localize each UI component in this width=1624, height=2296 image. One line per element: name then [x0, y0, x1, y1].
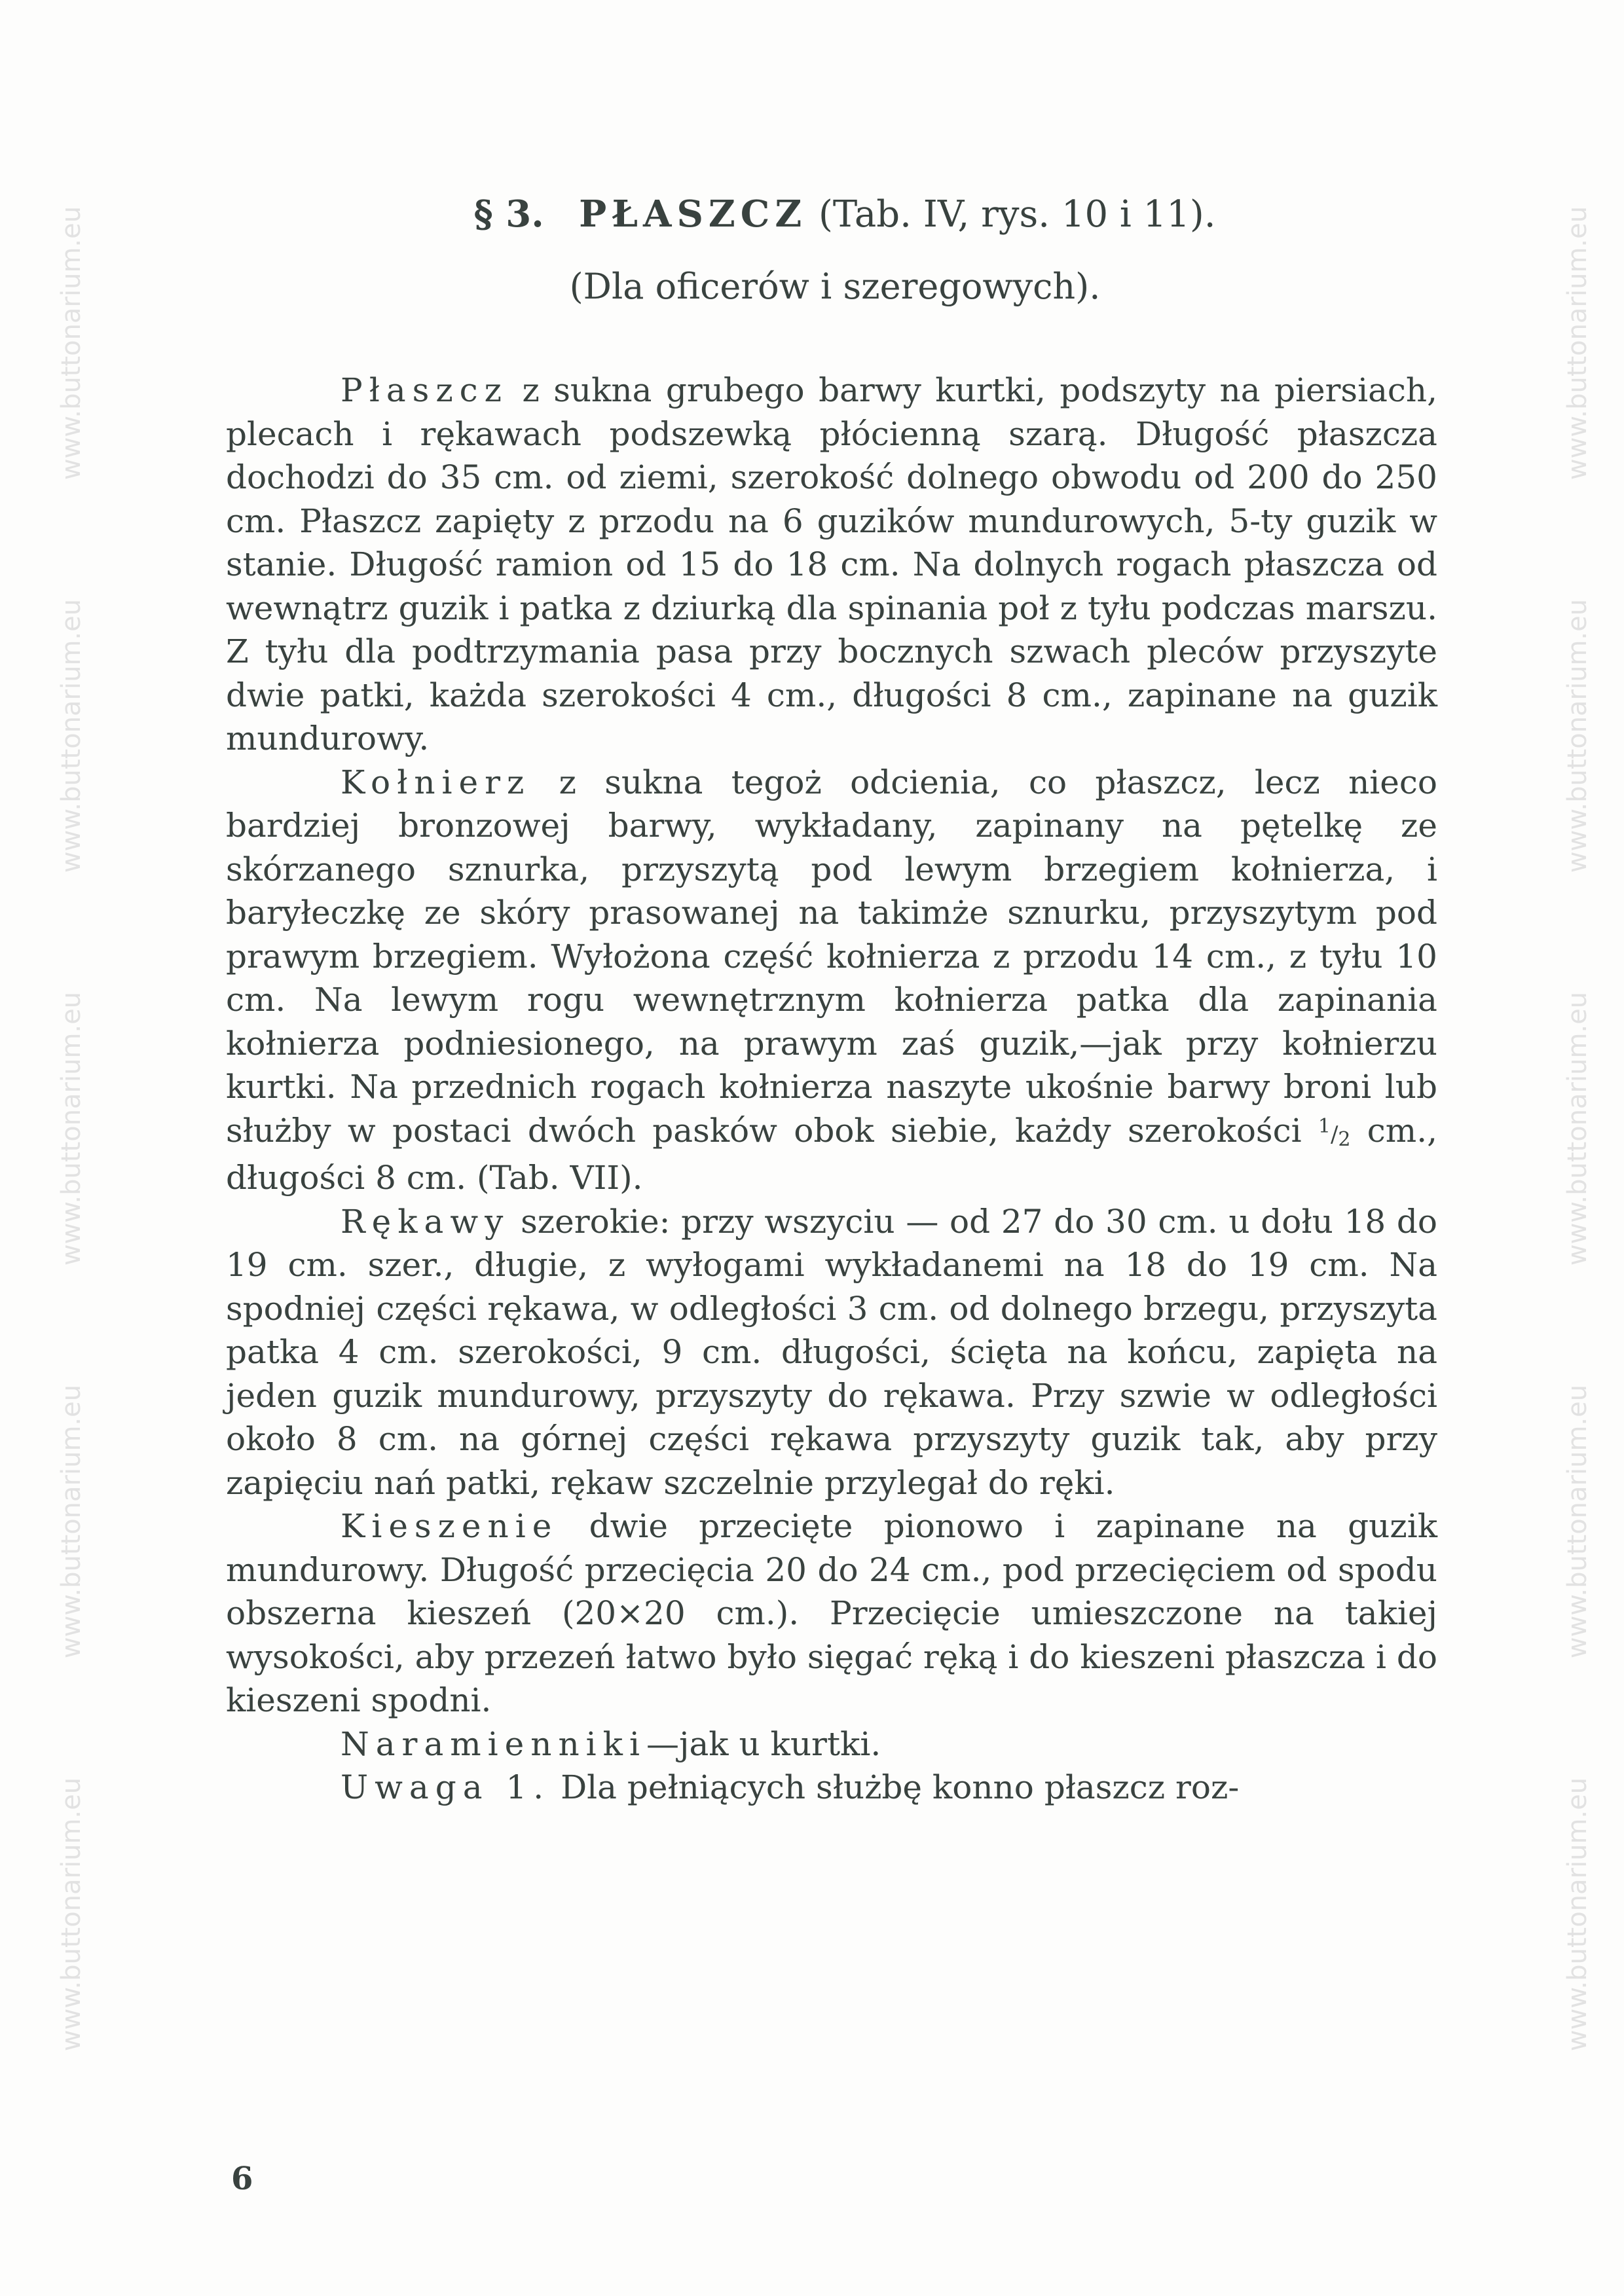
fraction-numerator: 1 — [1318, 1114, 1331, 1138]
paragraph-text: —jak u kurtki. — [646, 1724, 881, 1763]
paragraph-text: szerokie: przy wszyciu — od 27 do 30 cm. u dołu 18 do 19 cm. szer., długie, z wyłogami wykładanemi na 18 do 19 cm. Na spodniej części rękawa, w odległości 3 cm. od dolnego brzegu, przyszyta patka 4 cm. szerokości, 9 cm. długości, ścięta na końcu, zapięta na jeden guzik mundurowy, przyszyty do rękawa. Przy szwie w odległości około 8 cm. na górnej części rękawa przyszyty guzik tak, aby przy zapięciu nań patki, rękaw szczelnie przylegał do ręki. — [226, 1202, 1437, 1502]
paragraph-lead: Kieszenie — [341, 1507, 559, 1545]
paragraph-pockets — [226, 1504, 1437, 1722]
paragraph-text-tail: cm., długości 8 cm. (Tab. VII). — [226, 1111, 1437, 1197]
paragraph-note — [226, 1766, 1437, 1810]
watermark: www.buttonarium.eu — [56, 991, 87, 1266]
paragraph-coat — [226, 369, 1437, 761]
watermark: www.buttonarium.eu — [56, 206, 87, 481]
section-heading — [226, 190, 1437, 239]
section-subheading: (Dla oficerów i szeregowych). — [569, 266, 1101, 307]
section-number: § 3. — [473, 192, 544, 236]
paragraph-text: Dla pełniących służbę konno płaszcz roz- — [550, 1768, 1240, 1806]
paragraph-text: dwie przecięte pionowo i zapinane na guzik mundurowy. Długość przecięcia 20 do 24 cm., pod przecięciem od spodu obszerna kieszeń (20×20 cm.). Przecięcie umieszczone na takiej wysokości, aby przezeń łatwo było sięgać ręką i do kieszeni płaszcza i do kieszeni spodni. — [226, 1507, 1437, 1719]
fraction-denominator: 2 — [1338, 1127, 1351, 1151]
document-content — [226, 190, 1437, 1810]
paragraph-epaulettes — [226, 1722, 1437, 1766]
fraction-half: $^1/_2$ — [1318, 1114, 1351, 1151]
paragraph-lead: Płaszcz — [341, 371, 509, 409]
page-number: 6 — [231, 2160, 253, 2197]
watermark: www.buttonarium.eu — [56, 598, 87, 873]
paragraph-lead: Rękawy — [341, 1202, 510, 1241]
watermark: www.buttonarium.eu — [1562, 206, 1593, 481]
paragraph-collar — [226, 761, 1437, 1200]
paragraph-lead: Kołnierz — [341, 763, 531, 801]
paragraph-sleeves — [226, 1200, 1437, 1505]
heading-spacer — [556, 193, 568, 236]
watermark: www.buttonarium.eu — [1562, 991, 1593, 1266]
watermark: www.buttonarium.eu — [1562, 1384, 1593, 1659]
paragraph-lead: Uwaga 1. — [341, 1768, 551, 1806]
watermark: www.buttonarium.eu — [1562, 598, 1593, 873]
section-title: PŁASZCZ — [579, 192, 807, 236]
paragraph-text: z sukna grubego barwy kurtki, podszyty na piersiach, plecach i rękawach podszewką płócienną szarą. Długość płaszcza dochodzi do 35 cm. od ziemi, szerokość dolnego obwodu od 200 do 250 cm. Płaszcz zapięty z przodu na 6 guzików mundurowych, 5-ty guzik w stanie. Długość ramion od 15 do 18 cm. Na dolnych rogach płaszcza od wewnątrz guzik i patka z dziurką dla spinania poł z tyłu podczas marszu. Z tyłu dla podtrzymania pasa przy bocznych szwach pleców przyszyte dwie patki, każda szerokości 4 cm., długości 8 cm., zapinane na guzik mundurowy. — [226, 371, 1437, 757]
section-reference: (Tab. IV, rys. 10 i 11). — [819, 193, 1216, 236]
watermark: www.buttonarium.eu — [56, 1384, 87, 1659]
paragraph-lead: Naramienniki — [341, 1724, 646, 1763]
watermark: www.buttonarium.eu — [1562, 1777, 1593, 2052]
paragraph-text: z sukna tegoż odcienia, co płaszcz, lecz nieco bardziej bronzowej barwy, wykładany, zapinany na pętelkę ze skórzanego sznurka, przyszytą pod lewym brzegiem kołnierza, i baryłeczkę ze skóry prasowanej na takimże sznurku, przyszytym pod prawym brzegiem. Wyłożona część kołnierza z przodu 14 cm., z tyłu 10 cm. Na lewym rogu wewnętrznym kołnierza patka dla zapinania kołnierza podniesionego, na prawym zaś guzik,—jak przy kołnierzu kurtki. Na przednich rogach kołnierza naszyte ukośnie barwy broni lub służby w postaci dwóch pasków obok siebie, każdy szerokości — [226, 763, 1437, 1150]
watermark: www.buttonarium.eu — [56, 1777, 87, 2052]
